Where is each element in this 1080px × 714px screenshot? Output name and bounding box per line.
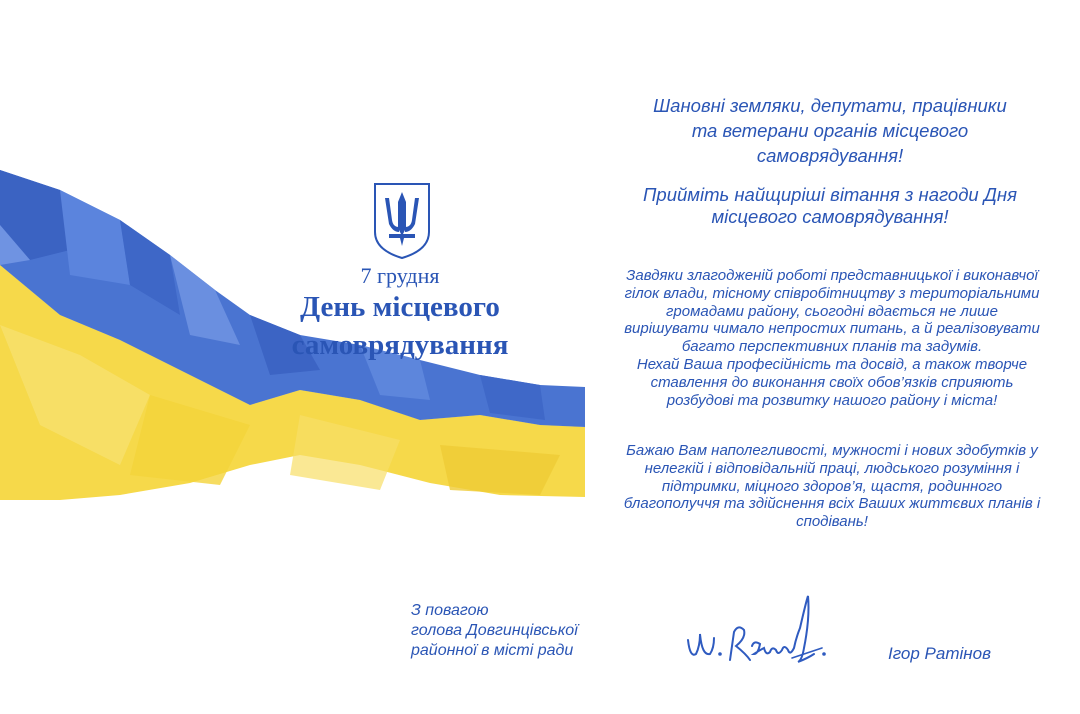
paragraph-line: Нехай Ваша професійність та досвід, а також творче <box>636 355 1028 373</box>
congratulation <box>600 184 1060 228</box>
closing-line: голова Довгинцівської <box>411 622 578 639</box>
trident-emblem-icon <box>371 180 433 260</box>
paragraph-line: багато перспективних планів та задумів. <box>681 338 983 356</box>
greeting <box>600 93 1060 168</box>
paragraph-line: підтримки, міцного здоров’я, щастя, родинного <box>661 477 1003 495</box>
paragraph-line: нелегкій і відповідальній праці, людського розуміння і <box>644 459 1020 477</box>
greeting-line: Шановні земляки, депутати, працівники <box>653 95 1007 116</box>
banner-title <box>250 288 550 364</box>
paragraph-line: гілок влади, тісному співробітництву з територіальними <box>624 284 1040 302</box>
congratulation-line: Прийміть найщиріші вітання з нагоди Дня <box>643 184 1017 205</box>
greeting-line: та ветерани органів місцевого <box>691 120 969 141</box>
banner-title-line: самоврядування <box>291 329 509 361</box>
handwritten-signature <box>680 588 830 678</box>
paragraph-line: громадами району, сьогодні вдається не лише <box>666 302 998 320</box>
paragraph-line: Завдяки злагодженій роботі представницької і виконавчої <box>626 267 1038 284</box>
banner-date: 7 грудня <box>360 263 440 288</box>
signer-name: Ігор Ратінов <box>888 644 991 663</box>
banner-title-line: День місцевого <box>300 291 500 323</box>
closing-line: районної в місті ради <box>411 642 574 659</box>
paragraph-line: розбудові та розвитку нашого району і міста! <box>666 391 998 409</box>
closing <box>411 601 578 661</box>
closing-line: З повагою <box>411 602 489 619</box>
paragraph-line: ставлення до виконання своїх обов’язків сприяють <box>650 373 1014 391</box>
paragraph-line: сподівань! <box>796 513 868 531</box>
letter-paragraph-2 <box>582 442 1080 531</box>
congratulation-line: місцевого самоврядування! <box>711 206 949 227</box>
paragraph-line: Бажаю Вам наполегливості, мужності і нових здобутків у <box>626 442 1038 459</box>
paragraph-line: благополуччя та здійснення всіх Ваших життєвих планів і <box>623 495 1041 513</box>
greeting-line: самоврядування! <box>756 145 904 166</box>
letter-paragraph-1 <box>582 267 1080 409</box>
paragraph-line: вирішувати чимало непростих питань, а й реалізовувати <box>624 320 1040 338</box>
